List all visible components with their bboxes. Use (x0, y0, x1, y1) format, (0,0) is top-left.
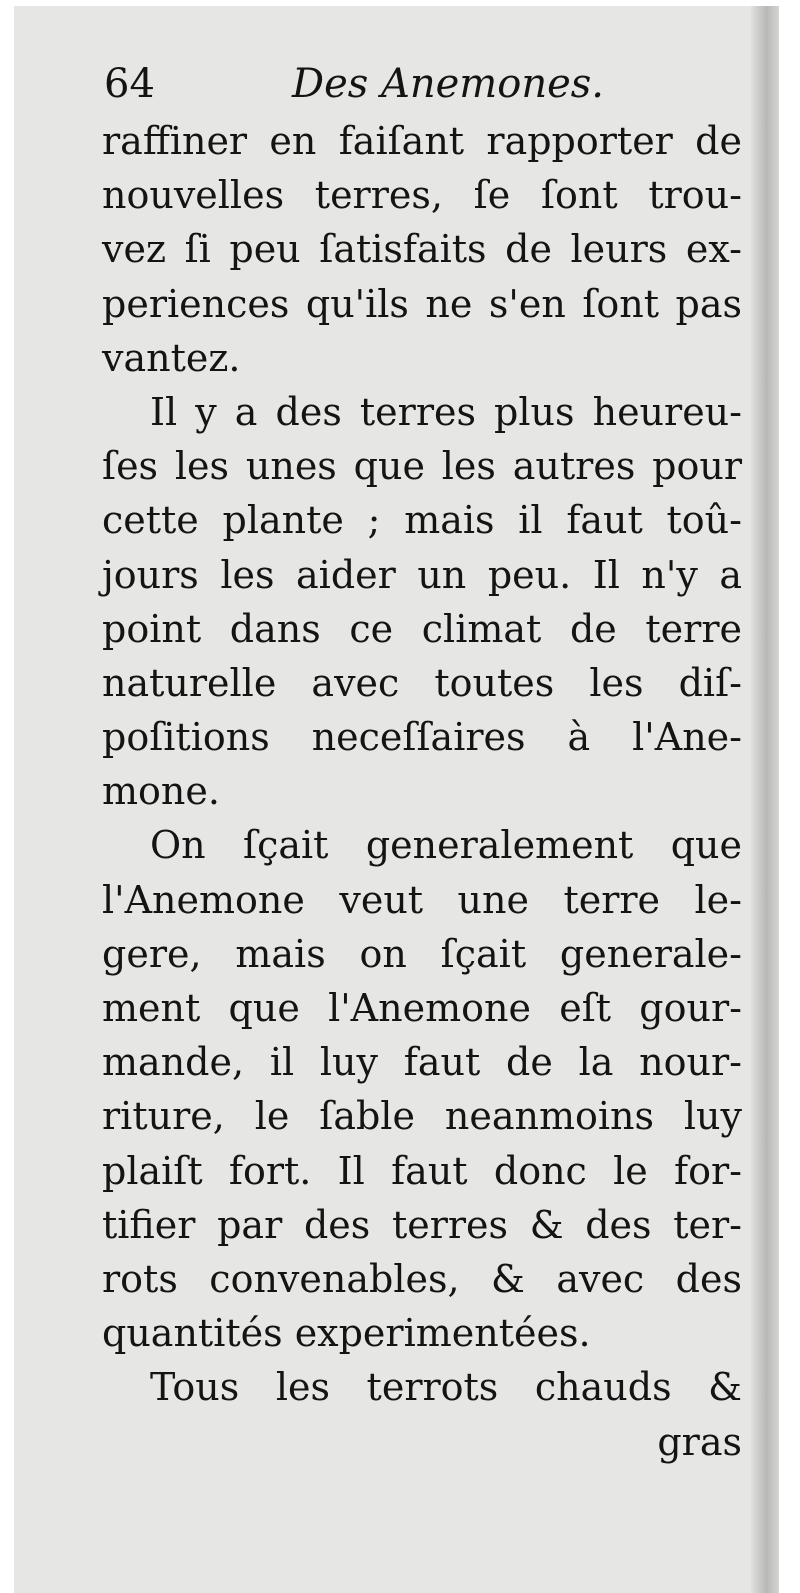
text-line: periences qu'ils ne s'en ſont pas (102, 281, 742, 326)
text-line: rots convenables, & avec des (102, 1256, 742, 1301)
text-line: naturelle avec toutes les diſ- (102, 660, 742, 705)
paragraph-first-line: Tous les terrots chauds & (150, 1365, 742, 1410)
page-number: 64 (104, 61, 155, 107)
paragraph-first-line: On ſçait generalement que (150, 823, 742, 868)
text-line: vez ſi peu ſatisfaits de leurs ex- (102, 227, 742, 272)
text-line: vantez. (102, 335, 241, 380)
text-block (102, 54, 742, 1469)
text-line: ment que l'Anemone eſt gour- (102, 986, 742, 1030)
text-line: poſitions neceſſaires à l'Ane- (102, 715, 742, 760)
text-line: tifier par des terres & des ter- (102, 1202, 742, 1247)
text-line: mone. (102, 769, 220, 814)
page-header (102, 54, 742, 114)
text-line: quantités experimentées. (102, 1311, 591, 1356)
paragraph-first-line: Il y a des terres plus heureu- (150, 389, 742, 434)
text-line: gere, mais on ſçait generale- (102, 931, 742, 976)
book-page (14, 6, 779, 1593)
text-line: ſes les unes que les autres pour (102, 444, 742, 489)
text-line: raffiner en faiſant rapporter de (102, 119, 742, 163)
text-line: plaiſt fort. Il faut donc le for- (102, 1148, 742, 1193)
text-line: mande, il luy faut de la nour- (102, 1040, 742, 1085)
text-line: riture, le ſable neanmoins luy (102, 1094, 742, 1139)
page-binding-edge (751, 6, 779, 1593)
text-line: jours les aider un peu. Il n'y a (102, 552, 742, 597)
catchword: gras (657, 1419, 742, 1464)
text-line: cette plante ; mais il faut toû- (102, 498, 742, 543)
running-title: Des Anemones. (292, 61, 604, 107)
text-line: point dans ce climat de terre (102, 606, 742, 651)
text-line: l'Anemone veut une terre le- (102, 877, 742, 922)
text-line: nouvelles terres, ſe ſont trou- (102, 173, 742, 218)
